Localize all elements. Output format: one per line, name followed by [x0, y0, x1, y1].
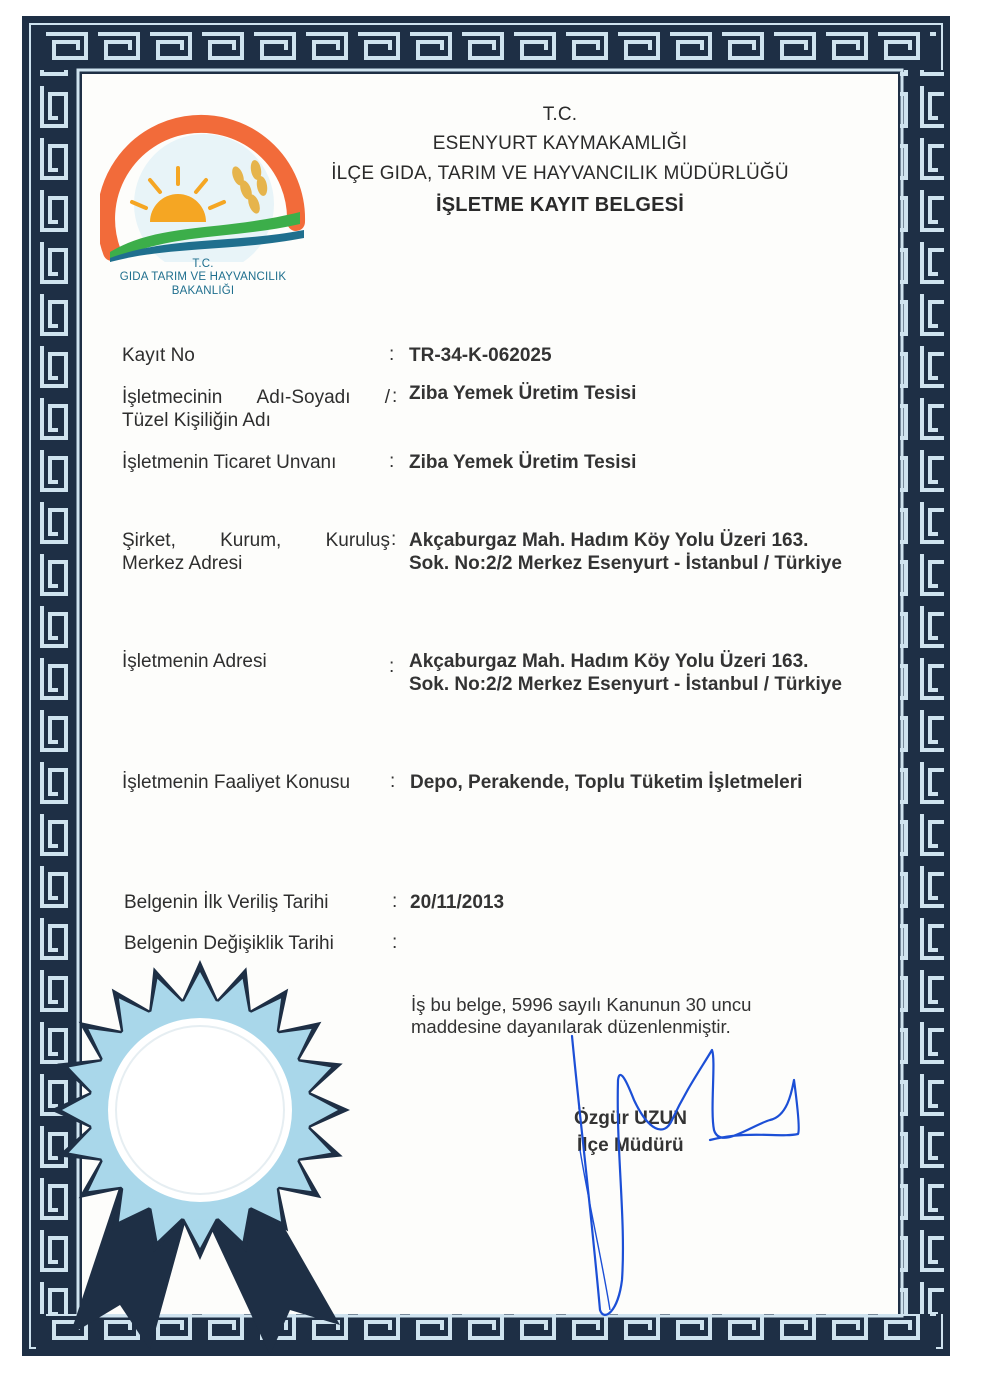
value-merkez-line2: Sok. No:2/2 Merkez Esenyurt - İstanbul / Türkiye [409, 553, 842, 574]
header-tc: T.C. [542, 104, 578, 125]
value-isletme-adresi-line2: Sok. No:2/2 Merkez Esenyurt - İstanbul / Türkiye [409, 674, 842, 695]
colon: : [389, 656, 395, 677]
legal-note-line-2: maddesine dayanılarak düzenlenmiştir. [411, 1016, 731, 1037]
label-degisiklik: Belgenin Değişiklik Tarihi [124, 933, 334, 954]
logo-line-3: BAKANLIĞI [171, 285, 235, 297]
label-word: Şirket, [122, 530, 176, 551]
label-ilk-verilis: Belgenin İlk Veriliş Tarihi [124, 892, 329, 913]
seal-rosette [40, 955, 360, 1355]
colon: : [392, 891, 398, 912]
signer-title: İlçe Müdürü [577, 1135, 684, 1156]
label-isletmeci-line2: Tüzel Kişiliğin Adı [122, 410, 271, 431]
label-merkez-line1 [122, 529, 390, 552]
logo-line-1: T.C. [192, 258, 214, 270]
colon: : [392, 386, 398, 407]
label-word: Kuruluş [325, 530, 390, 551]
value-isletme-adresi-line1: Akçaburgaz Mah. Hadım Köy Yolu Üzeri 163. [409, 651, 809, 672]
signature [560, 1030, 810, 1330]
value-ticaret-unvani: Ziba Yemek Üretim Tesisi [409, 452, 637, 473]
colon: : [389, 451, 395, 472]
legal-note-line-1: İş bu belge, 5996 sayılı Kanunun 30 uncu [411, 994, 752, 1015]
document-title: İŞLETME KAYIT BELGESİ [436, 194, 684, 216]
ministry-logo [100, 112, 310, 262]
label-word: Kurum, [220, 530, 282, 551]
value-ilk-verilis: 20/11/2013 [410, 892, 505, 913]
header-mudurluk: İLÇE GIDA, TARIM VE HAYVANCILIK MÜDÜRLÜĞÜ [331, 163, 789, 184]
value-merkez-line1: Akçaburgaz Mah. Hadım Köy Yolu Üzeri 163. [409, 530, 809, 551]
label-isletme-adresi: İşletmenin Adresi [122, 651, 267, 672]
colon: : [391, 529, 397, 550]
label-kayit-no: Kayıt No [122, 345, 195, 366]
label-merkez-line2: Merkez Adresi [122, 553, 243, 574]
logo-line-2: GIDA TARIM VE HAYVANCILIK [119, 271, 287, 283]
header-kaymakamlik: ESENYURT KAYMAKAMLIĞI [432, 133, 688, 154]
colon: : [392, 932, 398, 953]
signer-name: Özgür UZUN [574, 1108, 687, 1129]
label-isletmeci-line1 [122, 386, 390, 409]
value-faaliyet: Depo, Perakende, Toplu Tüketim İşletmeleri [410, 772, 803, 793]
value-isletmeci: Ziba Yemek Üretim Tesisi [409, 383, 637, 404]
label-word: / [384, 387, 390, 408]
colon: : [390, 771, 396, 792]
label-word: Adı-Soyadı [256, 387, 351, 408]
colon: : [389, 344, 395, 365]
label-ticaret-unvani: İşletmenin Ticaret Unvanı [122, 452, 337, 473]
value-kayit-no: TR-34-K-062025 [409, 345, 552, 366]
label-word: İşletmecinin [122, 387, 223, 408]
label-faaliyet: İşletmenin Faaliyet Konusu [122, 772, 351, 793]
